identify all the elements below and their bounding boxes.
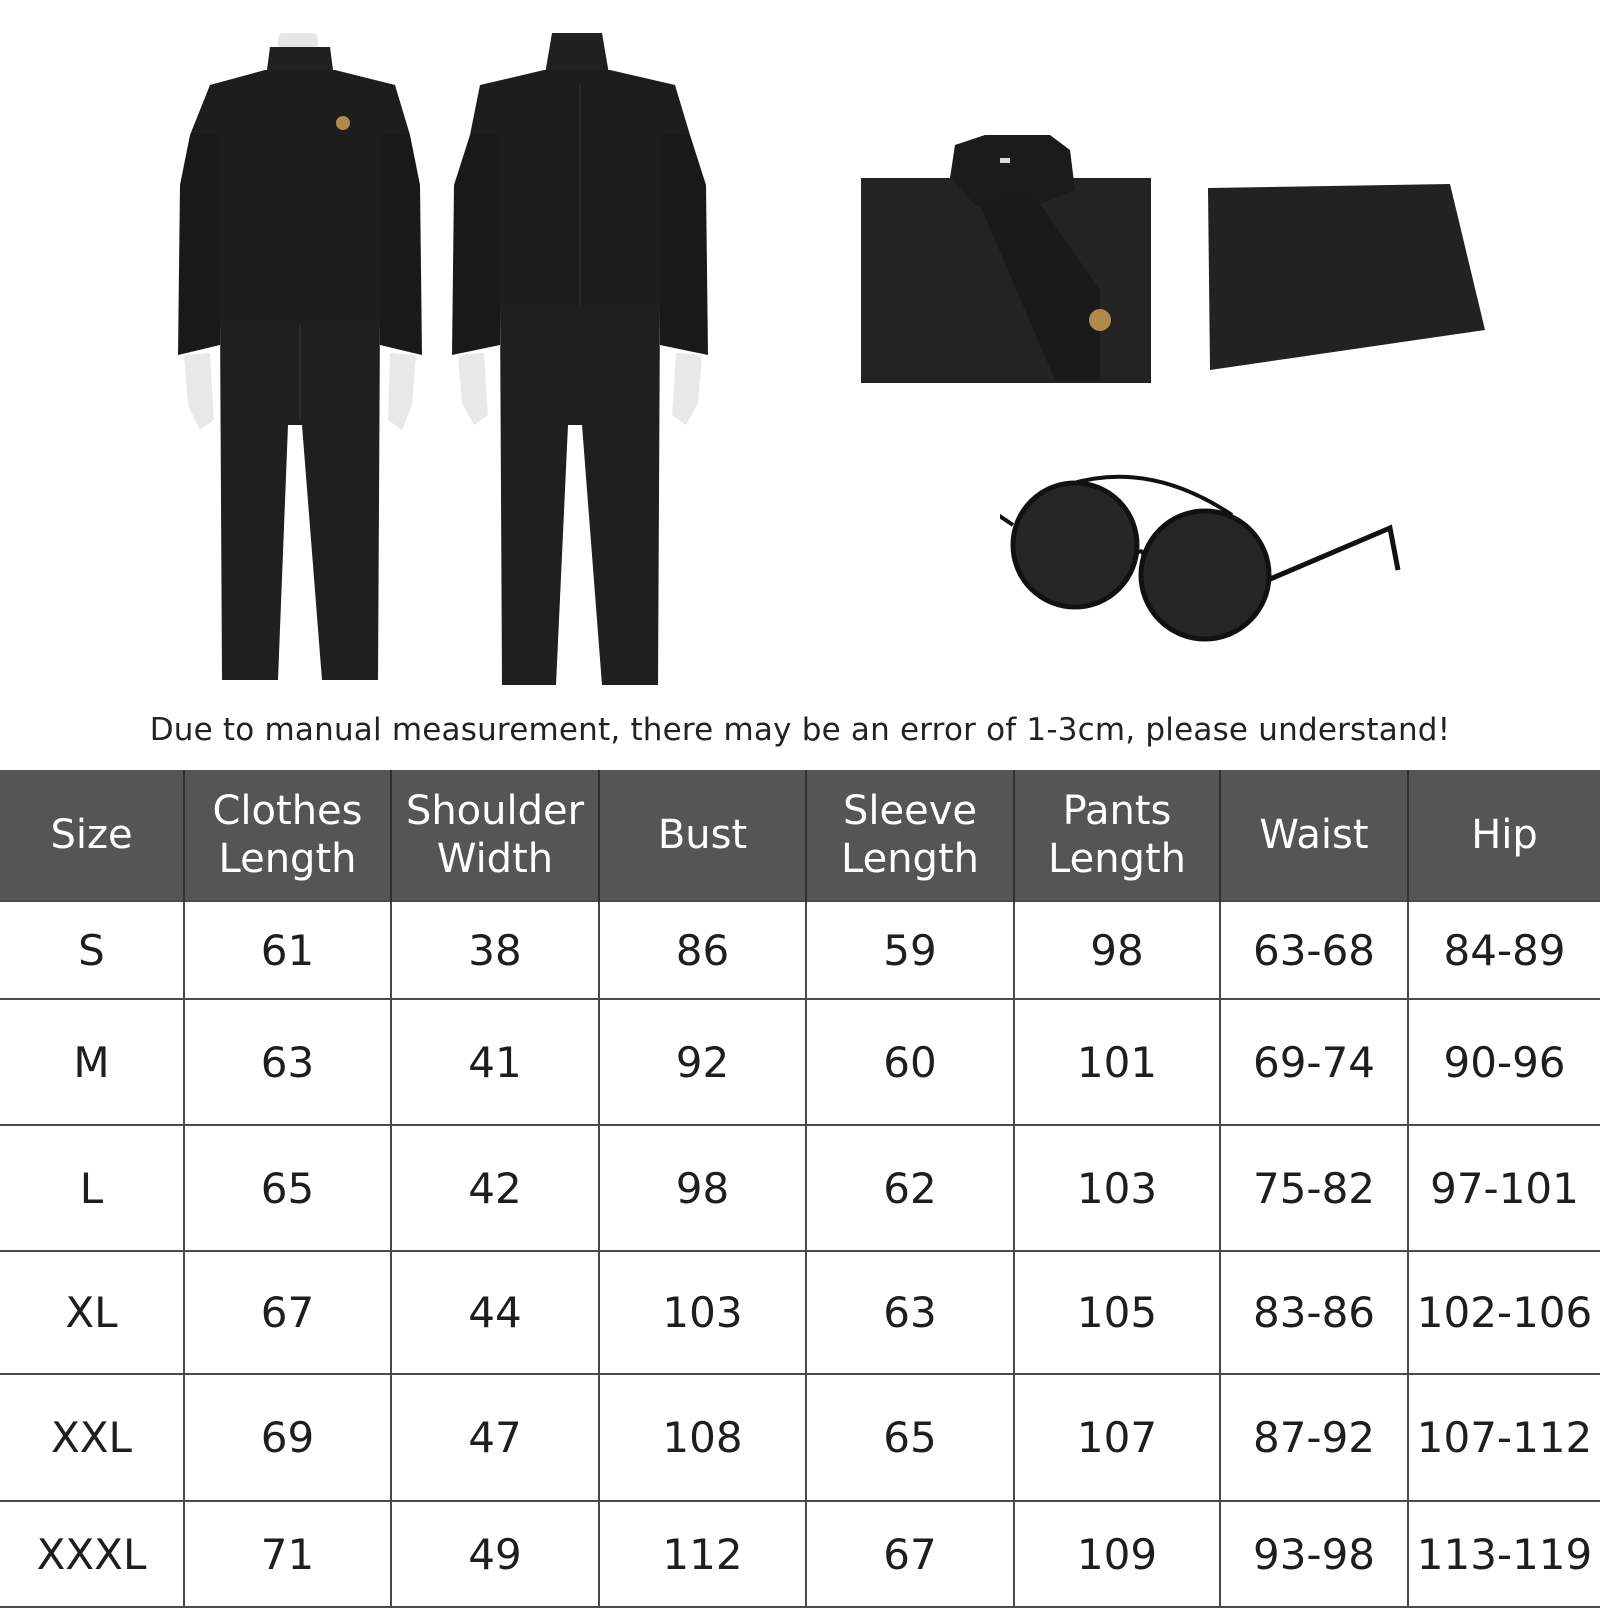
table-row	[0, 1125, 1600, 1251]
cell-sleeve-length: 60	[806, 999, 1014, 1125]
cell-shoulder-width: 44	[391, 1251, 599, 1374]
cell-pants-length: 98	[1014, 901, 1220, 999]
cell-shoulder-width: 41	[391, 999, 599, 1125]
cell-bust: 86	[599, 901, 806, 999]
cell-waist: 83-86	[1220, 1251, 1408, 1374]
table-row	[0, 999, 1600, 1125]
uniform-front-mannequin	[170, 25, 440, 695]
cell-waist: 87-92	[1220, 1374, 1408, 1501]
table-header-row	[0, 770, 1600, 901]
header-bust: Bust	[599, 770, 806, 901]
cell-hip: 90-96	[1408, 999, 1600, 1125]
cell-size: L	[0, 1125, 184, 1251]
cell-bust: 108	[599, 1374, 806, 1501]
cell-shoulder-width: 42	[391, 1125, 599, 1251]
header-size: Size	[0, 770, 184, 901]
cell-sleeve-length: 65	[806, 1374, 1014, 1501]
cell-hip: 102-106	[1408, 1251, 1600, 1374]
cell-sleeve-length: 67	[806, 1501, 1014, 1607]
cell-pants-length: 107	[1014, 1374, 1220, 1501]
cell-clothes-length: 61	[184, 901, 391, 999]
cell-clothes-length: 63	[184, 999, 391, 1125]
cell-pants-length: 103	[1014, 1125, 1220, 1251]
measurement-note: Due to manual measurement, there may be an error of 1-3cm, please understand!	[149, 712, 1451, 748]
cell-clothes-length: 71	[184, 1501, 391, 1607]
cell-hip: 113-119	[1408, 1501, 1600, 1607]
table-row	[0, 901, 1600, 999]
cell-pants-length: 105	[1014, 1251, 1220, 1374]
cell-hip: 107-112	[1408, 1374, 1600, 1501]
header-shoulder-width: Shoulder Width	[391, 770, 599, 901]
cell-clothes-length: 69	[184, 1374, 391, 1501]
cell-pants-length: 101	[1014, 999, 1220, 1125]
header-pants-length: Pants Length	[1014, 770, 1220, 901]
cell-bust: 112	[599, 1501, 806, 1607]
cell-waist: 93-98	[1220, 1501, 1408, 1607]
cell-bust: 98	[599, 1125, 806, 1251]
cell-waist: 69-74	[1220, 999, 1408, 1125]
cell-sleeve-length: 62	[806, 1125, 1014, 1251]
header-clothes-length: Clothes Length	[184, 770, 391, 901]
folded-jacket	[855, 130, 1165, 390]
uniform-back-mannequin	[440, 25, 720, 695]
table-row	[0, 1251, 1600, 1374]
cell-pants-length: 109	[1014, 1501, 1220, 1607]
round-sunglasses	[1000, 470, 1420, 660]
cell-hip: 97-101	[1408, 1125, 1600, 1251]
size-chart-table	[0, 770, 1600, 1608]
header-hip: Hip	[1408, 770, 1600, 901]
cell-shoulder-width: 38	[391, 901, 599, 999]
cell-shoulder-width: 49	[391, 1501, 599, 1607]
cell-size: XL	[0, 1251, 184, 1374]
cell-clothes-length: 67	[184, 1251, 391, 1374]
cell-sleeve-length: 59	[806, 901, 1014, 999]
folded-pants	[1200, 180, 1490, 380]
cell-bust: 103	[599, 1251, 806, 1374]
cell-bust: 92	[599, 999, 806, 1125]
table-row	[0, 1374, 1600, 1501]
cell-size: S	[0, 901, 184, 999]
cell-size: XXXL	[0, 1501, 184, 1607]
header-sleeve-length: Sleeve Length	[806, 770, 1014, 901]
cell-sleeve-length: 63	[806, 1251, 1014, 1374]
cell-waist: 63-68	[1220, 901, 1408, 999]
cell-size: XXL	[0, 1374, 184, 1501]
cell-clothes-length: 65	[184, 1125, 391, 1251]
cell-waist: 75-82	[1220, 1125, 1408, 1251]
cell-size: M	[0, 999, 184, 1125]
table-row	[0, 1501, 1600, 1607]
cell-shoulder-width: 47	[391, 1374, 599, 1501]
cell-hip: 84-89	[1408, 901, 1600, 999]
product-images	[0, 0, 1600, 700]
header-waist: Waist	[1220, 770, 1408, 901]
